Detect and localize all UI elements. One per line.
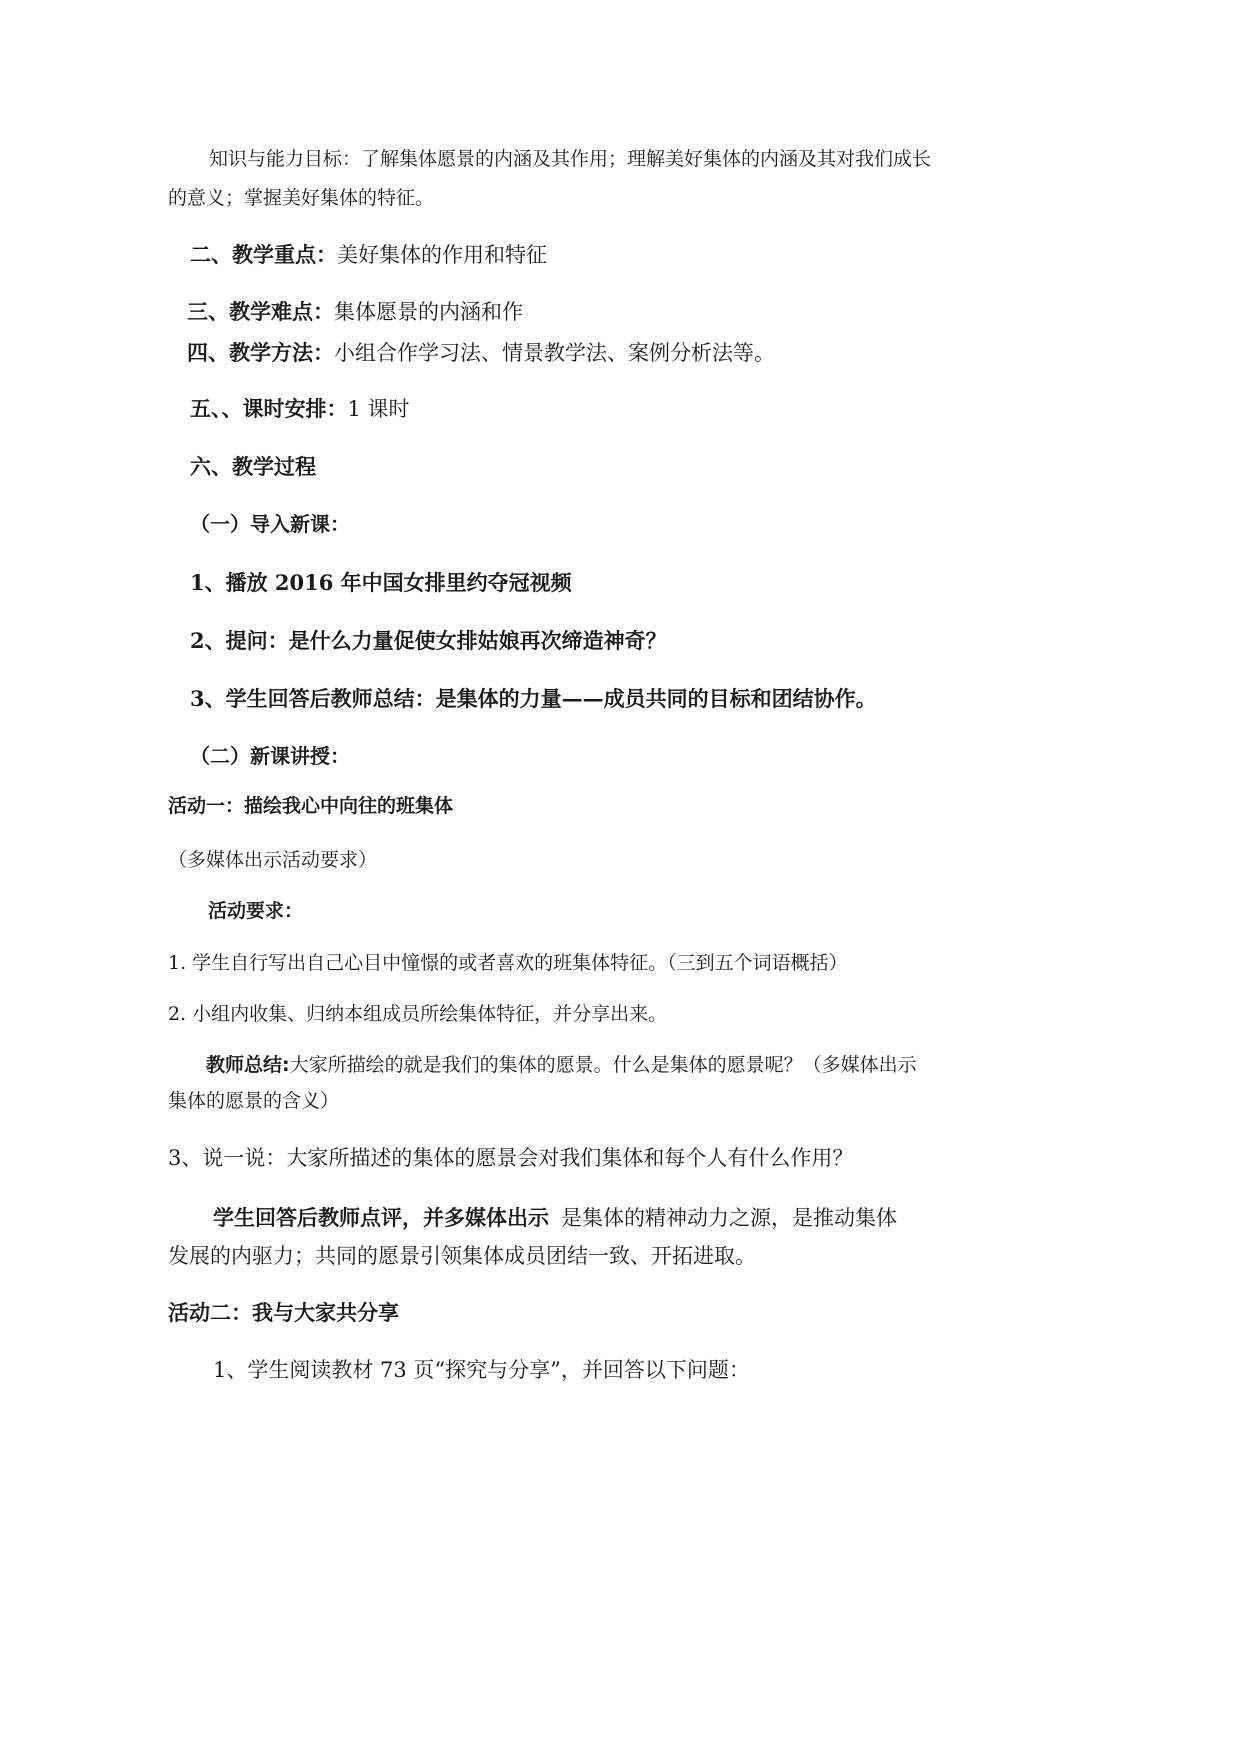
objectives-line-1: 知识与能力目标：了解集体愿景的内涵及其作用；理解美好集体的内涵及其对我们成长 (209, 148, 932, 170)
section-text: 小组合作学习法、情景教学法、案例分析法等。 (334, 341, 775, 365)
activity1-note: （多媒体出示活动要求） (168, 849, 378, 871)
section-label: 二、教学重点： (190, 242, 337, 267)
section-difficulties (187, 301, 523, 323)
section-methods (187, 342, 775, 364)
teacher-summary-line-2: 集体的愿景的含义） (168, 1090, 340, 1112)
review-line-1 (213, 1207, 897, 1229)
review-line-2: 发展的内驱力；共同的愿景引领集体成员团结一致、开拓进取。 (168, 1244, 756, 1268)
section-label: 三、教学难点： (187, 299, 334, 324)
section-process-heading: 六、教学过程 (190, 454, 316, 479)
discussion-item-3: 3、说一说：大家所描述的集体的愿景会对我们集体和每个人有什么作用？ (168, 1146, 854, 1170)
part1-heading: （一）导入新课： (190, 512, 350, 536)
teacher-summary-text: 大家所描绘的就是我们的集体的愿景。什么是集体的愿景呢？（多媒体出示 (289, 1054, 917, 1076)
objectives-line-2: 的意义；掌握美好集体的特征。 (168, 187, 435, 209)
activity1-heading: 活动一：描绘我心中向往的班集体 (168, 795, 454, 817)
section-label: 四、教学方法： (187, 340, 334, 365)
activity-requirements-label: 活动要求： (208, 900, 304, 922)
section-label: 五、、课时安排： (190, 396, 348, 421)
part2-heading: （二）新课讲授： (190, 744, 350, 768)
intro-item-1: 1、播放 2016 年中国女排里约夺冠视频 (190, 570, 572, 595)
requirement-2: 2. 小组内收集、归纳本组成员所绘集体特征，并分享出来。 (168, 1003, 668, 1025)
section-key-points (190, 244, 547, 266)
section-schedule (190, 398, 410, 420)
intro-item-2: 2、提问：是什么力量促使女排姑娘再次缔造神奇？ (190, 628, 667, 653)
requirement-1: 1. 学生自行写出自己心目中憧憬的或者喜欢的班集体特征。（三到五个词语概括） (168, 952, 848, 974)
section-text: 美好集体的作用和特征 (337, 243, 547, 267)
activity2-heading: 活动二：我与大家共分享 (168, 1300, 399, 1325)
teacher-summary-line-1 (206, 1056, 917, 1075)
review-label: 学生回答后教师点评，并多媒体出示 (213, 1205, 549, 1230)
section-text: 1 课时 (347, 397, 410, 421)
teacher-summary-label: 教师总结: (206, 1054, 290, 1076)
intro-item-3: 3、学生回答后教师总结：是集体的力量——成员共同的目标和团结协作。 (190, 686, 877, 711)
section-text: 集体愿景的内涵和作 (334, 300, 523, 324)
activity2-item-1: 1、学生阅读教材 73 页“探究与分享”，并回答以下问题： (213, 1358, 750, 1382)
review-text: 是集体的精神动力之源，是推动集体 (561, 1206, 897, 1230)
